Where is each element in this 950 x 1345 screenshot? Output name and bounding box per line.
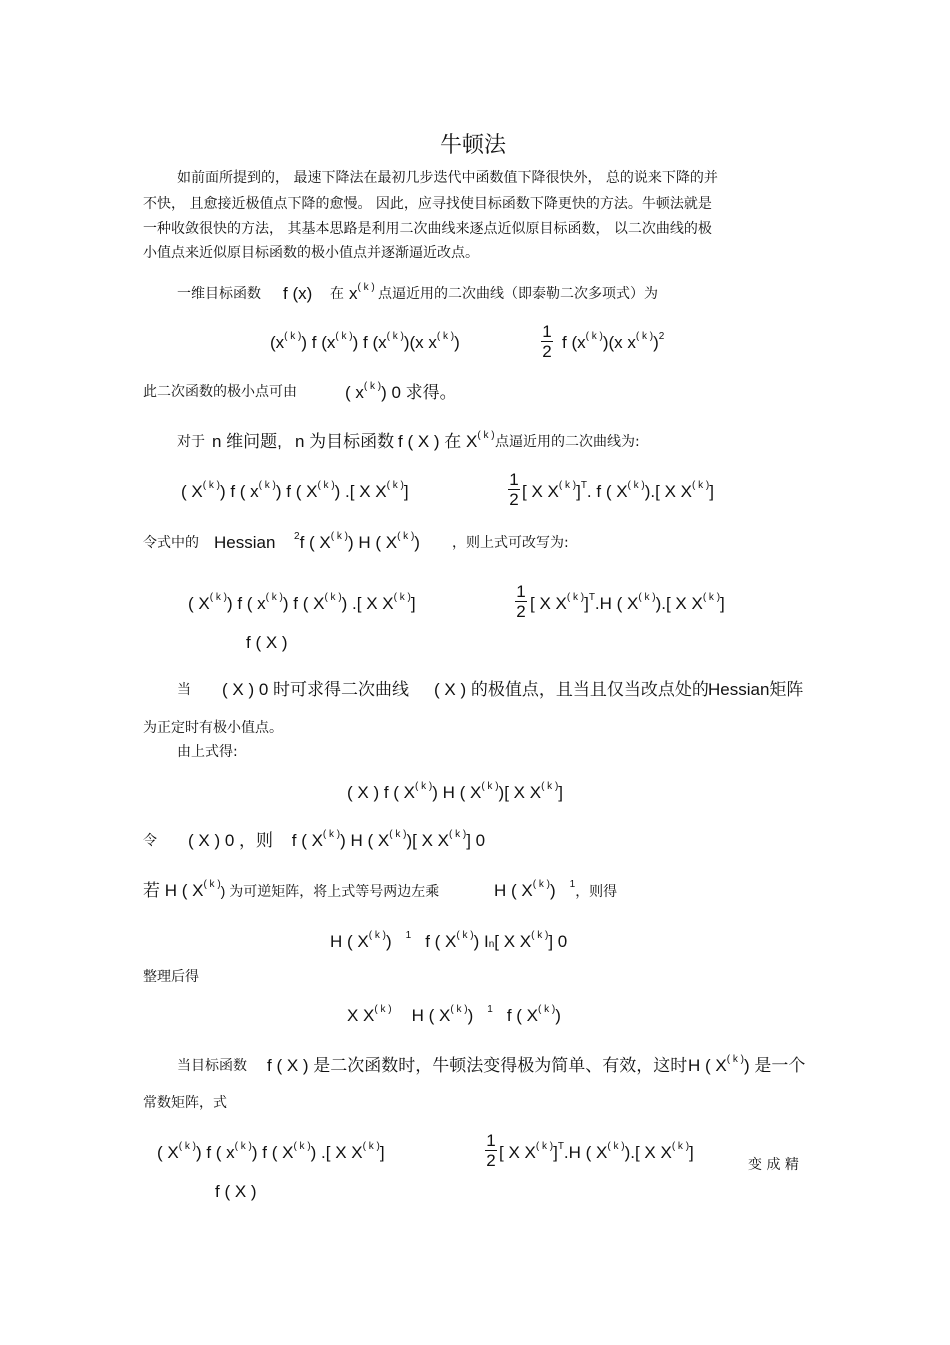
equation-1-second-term: f $(x^{( k )})(x$ $x^{( k )})^2$ [562,331,665,352]
intro-line-1: 如前面所提到的， 最速下降法在最初几步迭代中函数值下降很快外， 总的说来下降的并 [177,170,718,186]
intro-line-2: 不快， 且愈接近极值点下降的愈慢。 因此，应寻找使目标函数下降更快的方法。牛顿法就是 [143,196,712,212]
when-line-a: 当 [177,682,191,698]
equation-3-fx: f ( X ) [246,633,288,652]
const-line: 常数矩阵，式 [143,1095,227,1111]
min-line-text: 此二次函数的极小点可由 [143,384,297,400]
one-dim-rest: 点逼近用的二次曲线（即泰勒二次多项式）为 [378,286,658,302]
equation-1: $(x^{( k )})$ f $(x^{( k )})$ f $(x^{( k )})(x$ $x^{( k )}$) [270,331,460,352]
n-dim-e: 点逼近用的二次曲线为: [495,434,640,450]
equation-7: H ( $X^{( k )}$) $^1$ f ( $X^{( k )}$) In[ X $X^{( k )}$] 0 [330,930,568,951]
equation-3-second-term: [ X $X^{( k )}]^T.H$ ( $X^{( k )}$).[ X $X^{( k )}$] [530,592,725,613]
equation-2-second-term: [ X $X^{( k )}]^T$. f ( $X^{( k )}$).[ X $X^{( k )}$] [522,480,714,501]
positive-definite-line: 为正定时有极小值点。 [143,720,283,736]
equation-9-second-term: [ X $X^{( k )}]^T.H$ ( $X^{( k )}$).[ X $X^{( k )}$] [499,1141,694,1162]
n-dim-c: n 为目标函数 [295,432,395,451]
equation-6: 若 H ( $X^{( k )}$) 为可逆矩阵，将上式等号两边左乘 [143,879,440,900]
equation-9-fx: f ( X ) [215,1182,257,1201]
fraction-half-2: 1 2 [509,470,519,509]
fraction-half-3: 1 2 [516,582,526,621]
when-line-c: ( X ) 的极值点，且当且仅当改点处的 [434,680,709,699]
fraction-half-1: 1 2 [542,322,552,361]
when-line-d: Hessian矩阵 [708,680,804,699]
min-line-math: ( $x^{( k )}$) 0 求得。 [345,381,457,402]
n-dim-a: 对于 [177,434,205,450]
when-line-b: ( X ) 0 时可求得二次曲线 [222,680,410,699]
equation-2: ( $X^{( k )}$) f ( $x^{( k )}$) f ( $X^{( k )}$) .[ X $X^{( k )}$] [181,480,409,501]
quad-line-a: 当目标函数 [177,1058,247,1074]
hessian-word: Hessian [214,533,276,552]
equation-3: ( $X^{( k )}$) f ( $x^{( k )}$) f ( $X^{( k )}$) .[ X $X^{( k )}$] [188,592,416,613]
n-dim-d: f ( X ) 在 $X^{( k )}$ [398,430,495,451]
intro-line-3: 一种收敛很快的方法， 其基本思路是利用二次曲线来逐点近似原目标函数， 以二次曲线的极 [143,221,712,237]
from-above-line: 由上式得: [177,744,238,760]
tidy-line: 整理后得 [143,969,199,985]
hessian-line-f: ，则上式可改写为: [452,535,569,551]
one-dim-at: 在 [330,286,344,302]
equation-4: ( X ) f ( $X^{( k )}$) H ( $X^{( k )}$)[ X $X^{( k )}$] [347,781,564,802]
quad-line-b: f ( X ) 是二次函数时，牛顿法变得极为简单、有效，这时 [267,1056,688,1075]
equation-6-inverse: H ( $X^{( k )}$) $^1$，则得 [494,879,618,900]
equation-9: ( $X^{( k )}$) f ( $x^{( k )}$) f ( $X^{( k )}$) .[ X $X^{( k )}$] [157,1141,385,1162]
one-dim-fx: f (x) [283,284,313,303]
intro-line-4: 小值点来近似原目标函数的极小值点并逐渐逼近改点。 [143,245,479,261]
page-title: 牛顿法 [440,133,507,158]
quad-line-c: H ( $X^{( k )}$) 是一个 [688,1054,806,1075]
one-dim-xk: $x^{( k )}$ [349,282,375,303]
equation-5-let: 令 [143,833,157,849]
n-dim-b: n 维问题, [212,432,282,451]
equation-8: X $X^{( k )}$ H ( $X^{( k )}$) $^1$ f ( $X^{( k )}$) [347,1004,561,1025]
equation-9-tail: 变 成 精 [748,1157,799,1173]
fraction-half-4: 1 2 [486,1131,496,1170]
hessian-line-a: 令式中的 [143,535,199,551]
equation-5: ( X ) 0 ，则 f ( $X^{( k )}$) H ( $X^{( k )}$)[ X $X^{( k )}$] 0 [188,829,486,850]
hessian-line-math: $^2$f ( $X^{( k )}$) H ( $X^{( k )}$) [294,531,420,552]
one-dim-label: 一维目标函数 [177,286,261,302]
